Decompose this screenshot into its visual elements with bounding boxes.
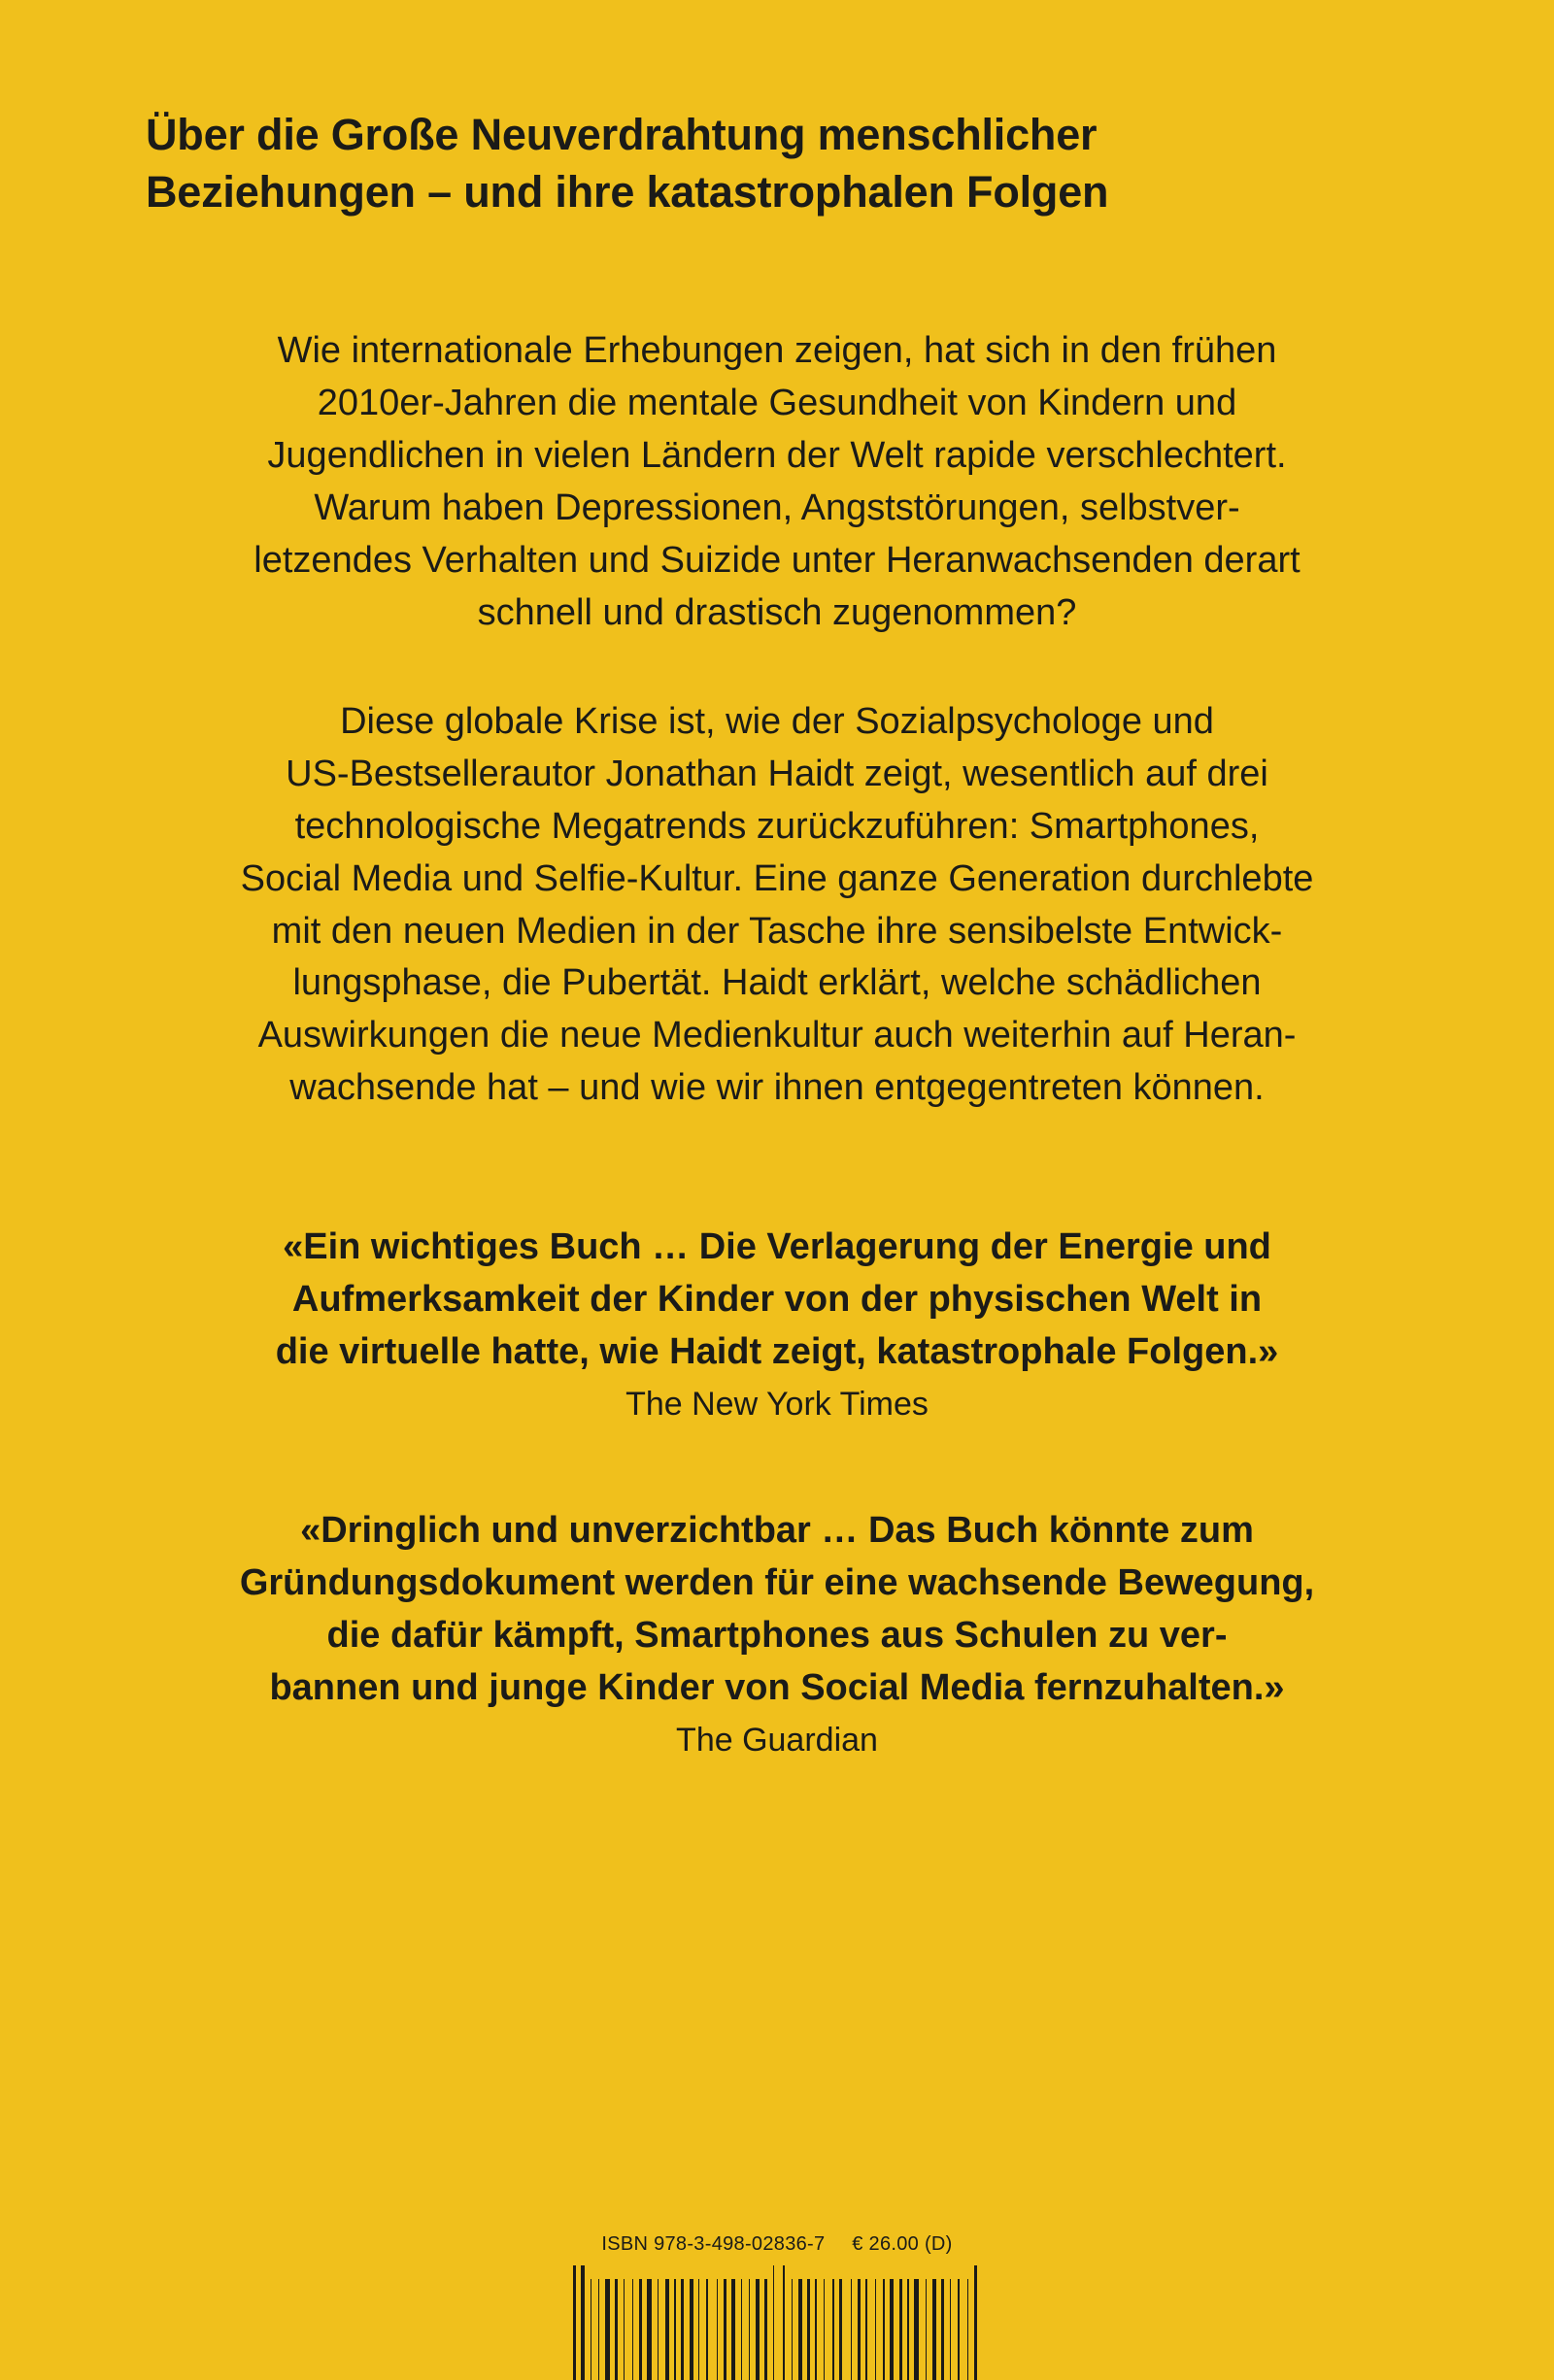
headline-line: Über die Große Neuverdrahtung menschlicher bbox=[146, 110, 1098, 159]
blurb-line: mit den neuen Medien in der Tasche ihre sensibelste Entwick- bbox=[271, 910, 1283, 952]
quote-text bbox=[146, 1222, 1408, 1379]
quote-source: The Guardian bbox=[676, 1722, 878, 1760]
blurb-line: US-Bestsellerautor Jonathan Haidt zeigt, wesentlich auf drei bbox=[286, 753, 1268, 794]
blurb-line: Social Media und Selfie-Kultur. Eine ganze Generation durchlebte bbox=[240, 857, 1314, 899]
blurb-line: Diese globale Krise ist, wie der Sozialpsychologe und bbox=[340, 700, 1214, 742]
blurb-line: Jugendlichen in vielen Ländern der Welt rapide verschlechtert. bbox=[267, 434, 1287, 476]
blurb-line: Warum haben Depressionen, Angststörungen, selbstver- bbox=[314, 486, 1240, 528]
blurb-line: Wie internationale Erhebungen zeigen, hat sich in den frühen bbox=[277, 330, 1277, 371]
blurb-paragraph-1 bbox=[146, 325, 1408, 640]
quote-text bbox=[146, 1505, 1408, 1715]
blurb-line: technologische Megatrends zurückzuführen: Smartphones, bbox=[294, 805, 1260, 847]
headline-line: Beziehungen – und ihre katastrophalen Folgen bbox=[146, 166, 1109, 217]
ean-13-barcode bbox=[573, 2265, 982, 2380]
quote-line: die dafür kämpft, Smartphones aus Schulen zu ver- bbox=[326, 1615, 1228, 1657]
isbn-row bbox=[0, 2233, 1554, 2256]
isbn-number: ISBN 978-3-498-02836-7 bbox=[601, 2233, 826, 2255]
quote-line: Aufmerksamkeit der Kinder von der physischen Welt in bbox=[291, 1279, 1263, 1321]
blurb-line: Auswirkungen die neue Medienkultur auch weiterhin auf Heran- bbox=[257, 1015, 1297, 1056]
review-quote-1 bbox=[146, 1222, 1408, 1427]
blurb-line: 2010er-Jahren die mentale Gesundheit von Kindern und bbox=[317, 382, 1237, 423]
cover-footer bbox=[0, 2233, 1554, 2380]
price-label: € 26.00 (D) bbox=[852, 2233, 953, 2255]
page-title bbox=[146, 107, 1311, 220]
review-quote-2 bbox=[146, 1505, 1408, 1763]
blurb-line: letzendes Verhalten und Suizide unter Heranwachsenden derart bbox=[253, 539, 1301, 581]
quote-line: die virtuelle hatte, wie Haidt zeigt, katastrophale Folgen.» bbox=[275, 1331, 1279, 1373]
quote-source: The New York Times bbox=[625, 1386, 929, 1424]
blurb-line: lungsphase, die Pubertät. Haidt erklärt, welche schädlichen bbox=[292, 962, 1262, 1004]
barcode-container bbox=[0, 2265, 1554, 2380]
quote-line: bannen und junge Kinder von Social Media fernzuhalten.» bbox=[269, 1667, 1285, 1709]
blurb-line: schnell und drastisch zugenommen? bbox=[477, 591, 1077, 633]
quote-line: «Ein wichtiges Buch … Die Verlagerung der Energie und bbox=[283, 1226, 1271, 1268]
quote-line: «Dringlich und unverzichtbar … Das Buch könnte zum bbox=[300, 1510, 1254, 1552]
quote-line: Gründungsdokument werden für eine wachsende Bewegung, bbox=[239, 1562, 1315, 1604]
blurb-line: wachsende hat – und wie wir ihnen entgegentreten können. bbox=[289, 1067, 1265, 1109]
blurb-paragraph-2 bbox=[146, 696, 1408, 1116]
